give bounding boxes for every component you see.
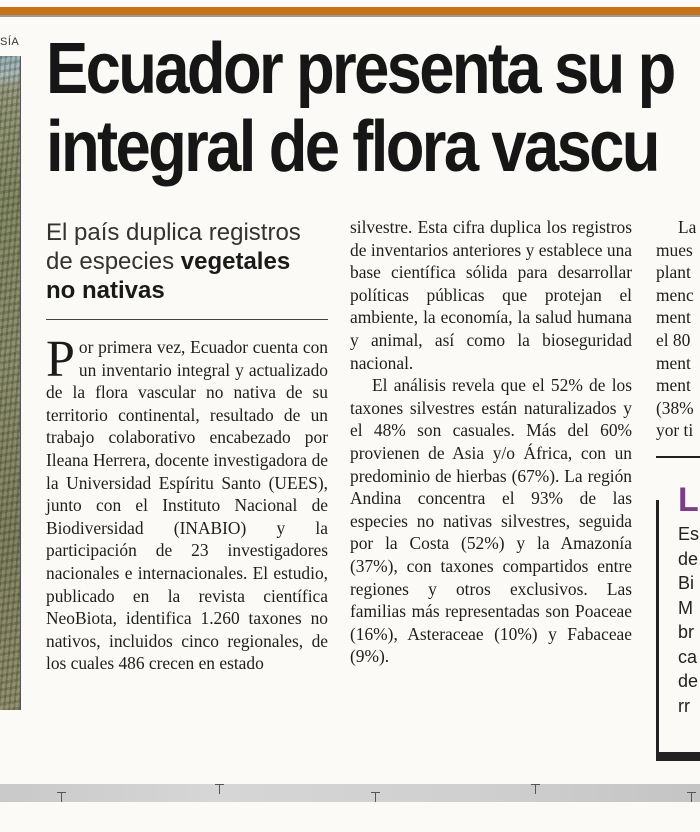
sidebar-box-line: br bbox=[678, 622, 695, 642]
sidebar-box-title-letter: L bbox=[678, 481, 699, 519]
column-3-line: el 80 bbox=[656, 329, 691, 350]
subheadline bbox=[46, 218, 328, 305]
sidebar-box-line: Es bbox=[678, 524, 700, 544]
sidebar-box-line: Bi bbox=[678, 573, 695, 593]
column-3-line: (38% bbox=[656, 397, 694, 418]
headline-line-1: Ecuador presenta su p bbox=[46, 29, 674, 109]
crop-mark bbox=[686, 784, 697, 802]
page-footer-strip bbox=[0, 784, 700, 802]
crop-mark bbox=[370, 784, 381, 802]
column-3-line: plant bbox=[656, 262, 691, 283]
sidebar-box bbox=[656, 478, 700, 754]
sidebar-box-line: ca bbox=[678, 646, 698, 667]
sidebar-box-bottom-bar bbox=[656, 752, 700, 761]
sidebar-box-line: de bbox=[678, 548, 699, 569]
column-3-line: menc bbox=[656, 284, 694, 305]
sidebar-box-line: de bbox=[678, 671, 699, 691]
landscape-photo bbox=[0, 56, 21, 710]
crop-mark bbox=[214, 784, 225, 802]
article-column-3 bbox=[656, 216, 700, 442]
photo-credit: SÍA bbox=[0, 36, 20, 48]
column-2-paragraph-2: El análisis revela que el 52% de los taxones silvestres están naturalizados y el 48% son casuales. Más del 60% provienen de Asia y/o África, con un predominio de hierbas (67%). La región Andina concentra el 93% de las especies no nativas silvestres, seguida por la Costa (52%) y la Amazonía (37%), con taxones compartidos entre regiones y otros exclusivos. Las familias más representadas son Poaceae (16%), Asteraceae (10%) y Fabaceae (9%). bbox=[350, 375, 632, 667]
column-3-rule bbox=[656, 456, 700, 458]
sidebar-box-border bbox=[656, 500, 659, 756]
crop-mark bbox=[530, 784, 541, 802]
column-3-line: La bbox=[678, 217, 697, 237]
sidebar-box-line: M bbox=[678, 597, 693, 618]
subhead-bold-2: no nativas bbox=[46, 277, 165, 304]
column-3-line: ment bbox=[656, 307, 691, 328]
crop-mark bbox=[56, 784, 67, 802]
subhead-line-2: de especies bbox=[46, 248, 181, 275]
column-3-line: ment bbox=[656, 352, 691, 373]
grey-stripe bbox=[0, 15, 700, 17]
headline-line-2: integral de flora vascu bbox=[46, 107, 658, 187]
subhead-divider bbox=[46, 319, 328, 320]
subhead-line-1: El país duplica registros bbox=[46, 219, 301, 246]
column-3-line: mues bbox=[656, 239, 693, 260]
headline bbox=[46, 29, 674, 187]
top-accent-bar bbox=[0, 0, 700, 22]
subhead-bold-1: vegetales bbox=[180, 248, 291, 275]
column-1-text: or primera vez, Ecuador cuenta con un inventario integral y actualizado de la flora vascular no nativa de su territorio continental, resultado de un trabajo colaborativo encabezado por Ileana Herrera, docente investigadora de la Universidad Espíritu Santo (UEES), junto con el Instituto Nacional de Biodiversidad (INABIO) y la participación de 23 investigadores nacionales e internacionales. El estudio, publicado en la revista científica NeoBiota, identifica 1.260 taxones no nativos, incluidos cinco regionales, de los cuales 486 crecen en estado bbox=[46, 337, 328, 674]
sidebar-box-line: rr bbox=[678, 695, 690, 716]
column-2-paragraph-1: silvestre. Esta cifra duplica los registros de inventarios anteriores y establece una base científica sólida para desarrollar políticas públicas que protejan el ambiente, la economía, la salud humana y animal, así como la bioseguridad nacional. bbox=[350, 217, 632, 373]
article-column-1 bbox=[46, 331, 328, 675]
column-3-line: ment bbox=[656, 375, 691, 396]
orange-stripe bbox=[0, 7, 700, 15]
drop-cap: P bbox=[46, 331, 75, 388]
article-column-2 bbox=[350, 216, 632, 668]
column-3-line: yor ti bbox=[656, 420, 694, 441]
